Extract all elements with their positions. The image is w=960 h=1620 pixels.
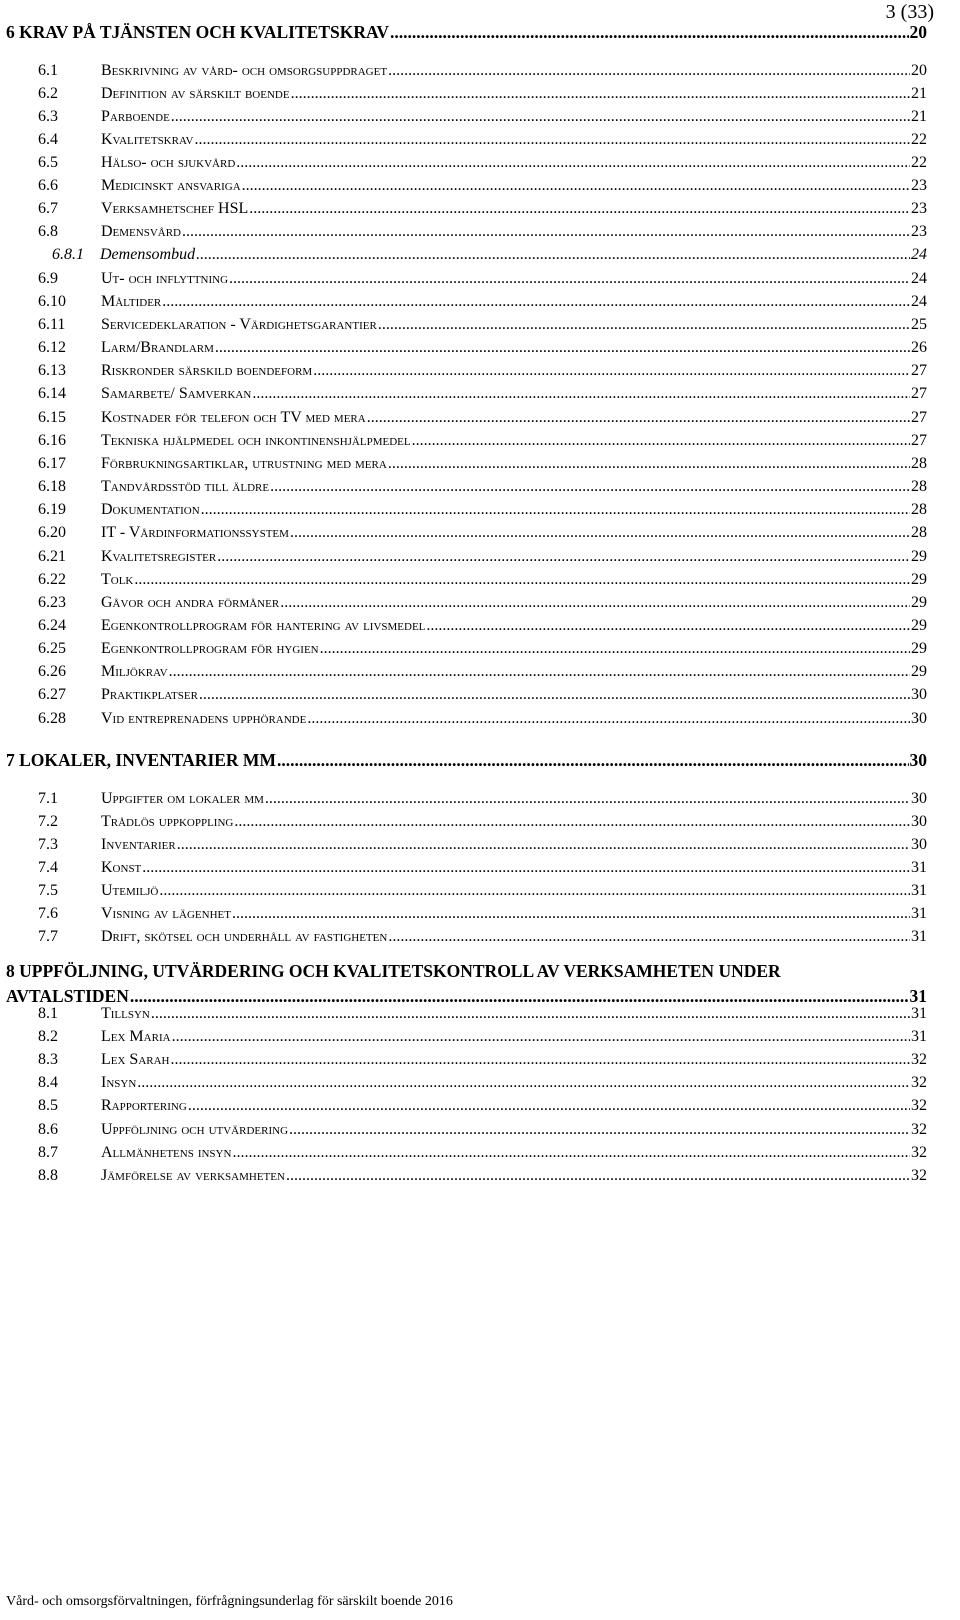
toc-entry-row[interactable] <box>38 154 927 172</box>
toc-page-number: 23 <box>911 177 927 194</box>
page-footer: Vård- och omsorgsförvaltningen, förfrågningsunderlag för särskilt boende 2016 <box>6 1594 453 1609</box>
toc-leader-dots <box>249 200 910 218</box>
toc-entry-row[interactable] <box>38 385 927 403</box>
toc-entry-title: Hälso- och sjukvård <box>101 154 236 171</box>
toc-page-number: 28 <box>911 524 927 541</box>
toc-entry-number: 6.20 <box>38 524 66 541</box>
toc-leader-dots <box>277 750 909 771</box>
toc-entry-number: 6.21 <box>38 548 66 565</box>
toc-page-number: 27 <box>911 432 927 449</box>
toc-entry-number: 6.6 <box>38 177 58 194</box>
toc-entry-number: 6.14 <box>38 385 66 402</box>
toc-entry-title: Larm/Brandlarm <box>101 339 214 356</box>
toc-entry-title: Beskrivning av vård- och omsorgsuppdraget <box>101 62 388 79</box>
toc-leader-dots <box>270 478 910 496</box>
toc-entry-title: Lex Sarah <box>101 1051 170 1068</box>
toc-entry-number: 6.8 <box>38 223 58 240</box>
toc-page-number: 31 <box>911 1028 927 1045</box>
toc-page-number: 30 <box>911 836 927 853</box>
toc-entry-row[interactable] <box>38 710 927 728</box>
toc-entry-number: 7.3 <box>38 836 58 853</box>
toc-entry-number: 6.12 <box>38 339 66 356</box>
toc-entry-row[interactable] <box>38 478 927 496</box>
toc-leader-dots <box>137 1074 910 1092</box>
toc-page-number: 32 <box>911 1051 927 1068</box>
toc-entry-number: 6.23 <box>38 594 66 611</box>
toc-page-number: 20 <box>911 62 927 79</box>
toc-entry-row[interactable] <box>38 1097 927 1115</box>
toc-entry-title: Drift, skötsel och underhåll av fastigheten <box>101 928 388 945</box>
toc-entry-number: 6.17 <box>38 455 66 472</box>
toc-entry-title: Praktikplatser <box>101 686 198 703</box>
toc-entry-number: 6.28 <box>38 710 66 727</box>
toc-leader-dots <box>252 385 910 403</box>
toc-entry-title: Kvalitetskrav <box>101 131 194 148</box>
toc-entry-title: Medicinskt ansvariga <box>101 177 241 194</box>
toc-page-number: 29 <box>911 594 927 611</box>
toc-entry-row[interactable] <box>38 409 927 427</box>
toc-entry-row[interactable] <box>38 455 927 473</box>
toc-entry-row[interactable] <box>38 200 927 218</box>
toc-page-number: 31 <box>911 928 927 945</box>
toc-entry-number: 6.11 <box>38 316 66 333</box>
toc-leader-dots <box>171 108 910 126</box>
toc-page-number: 31 <box>911 905 927 922</box>
toc-entry-number: 6.13 <box>38 362 66 379</box>
toc-page-number: 27 <box>911 409 927 426</box>
toc-entry-number: 6.19 <box>38 501 66 518</box>
toc-entry-title: Riskronder särskild boendeform <box>101 362 313 379</box>
toc-entry-title: Dokumentation <box>101 501 200 518</box>
toc-entry-row[interactable] <box>38 339 927 357</box>
toc-entry-title: Utemiljö <box>101 882 159 899</box>
toc-leader-dots <box>171 1051 910 1069</box>
toc-page-number: 27 <box>911 362 927 379</box>
toc-leader-dots <box>412 432 910 450</box>
toc-leader-dots <box>215 339 910 357</box>
toc-page-number: 30 <box>911 790 927 807</box>
toc-leader-dots <box>182 223 910 241</box>
toc-entry-title: Tolk <box>101 571 134 588</box>
toc-entry-title: Insyn <box>101 1074 137 1091</box>
toc-entry-number: 6.2 <box>38 85 58 102</box>
toc-page-number: 30 <box>911 813 927 830</box>
toc-entry-row[interactable] <box>38 177 927 195</box>
toc-leader-dots <box>367 409 910 427</box>
toc-entry-number: 7.6 <box>38 905 58 922</box>
toc-entry-number: 6.9 <box>38 270 58 287</box>
toc-page-number: 31 <box>911 882 927 899</box>
toc-entry-number: 6.1 <box>38 62 58 79</box>
toc-entry-number: 8.3 <box>38 1051 58 1068</box>
toc-entry-title: Verksamhetschef HSL <box>101 200 249 217</box>
toc-entry-title: Egenkontrollprogram för hantering av livsmedel <box>101 617 426 634</box>
toc-entry-row[interactable] <box>38 1028 927 1046</box>
toc-entry-row[interactable] <box>38 432 927 450</box>
toc-entry-row[interactable] <box>52 246 927 264</box>
toc-entry-number: 7.1 <box>38 790 58 807</box>
toc-page-number: 28 <box>911 478 927 495</box>
toc-entry-number: 6.18 <box>38 478 66 495</box>
toc-entry-number: 7.7 <box>38 928 58 945</box>
toc-page-number: 29 <box>911 663 927 680</box>
toc-page-number: 32 <box>911 1144 927 1161</box>
toc-page-number: 28 <box>911 455 927 472</box>
toc-entry-number: 6.4 <box>38 131 58 148</box>
toc-leader-dots <box>177 836 910 854</box>
toc-page-number: 24 <box>911 270 927 287</box>
toc-page-number: 21 <box>911 85 927 102</box>
toc-entry-title: Uppföljning och utvärdering <box>101 1121 289 1138</box>
toc-chapter-row[interactable] <box>6 986 927 1007</box>
toc-leader-dots <box>320 640 910 658</box>
toc-page-number: 26 <box>911 339 927 356</box>
toc-leader-dots <box>265 790 910 808</box>
toc-chapter-row[interactable] <box>6 22 927 43</box>
toc-page-number: 29 <box>911 640 927 657</box>
toc-page-number: 22 <box>911 131 927 148</box>
toc-entry-row[interactable] <box>38 62 927 80</box>
toc-leader-dots <box>388 455 910 473</box>
toc-entry-row[interactable] <box>38 905 927 923</box>
toc-leader-dots <box>289 1121 910 1139</box>
toc-leader-dots <box>286 1167 910 1185</box>
toc-entry-title: Inventarier <box>101 836 176 853</box>
toc-entry-title: Förbrukningsartiklar, utrustning med mera <box>101 455 387 472</box>
toc-entry-row[interactable] <box>38 293 927 311</box>
toc-entry-row[interactable] <box>38 813 927 831</box>
toc-entry-row[interactable] <box>38 859 927 877</box>
toc-entry-title: Kostnader för telefon och TV med mera <box>101 409 366 426</box>
toc-entry-number: 6.7 <box>38 200 58 217</box>
toc-leader-dots <box>232 905 910 923</box>
toc-leader-dots <box>426 617 910 635</box>
toc-leader-dots <box>232 1144 910 1162</box>
toc-entry-row[interactable] <box>38 882 927 900</box>
toc-page-number: 27 <box>911 385 927 402</box>
toc-entry-title: 6 KRAV PÅ TJÄNSTEN OCH KVALITETSKRAV <box>6 22 390 42</box>
toc-entry-row[interactable] <box>38 270 927 288</box>
toc-page-number: 23 <box>911 200 927 217</box>
page-number: 3 (33) <box>885 1 934 23</box>
toc-page-number: 20 <box>909 22 927 42</box>
toc-entry-row[interactable] <box>38 524 927 542</box>
toc-entry-row[interactable] <box>38 617 927 635</box>
toc-entry-row[interactable] <box>38 131 927 149</box>
toc-entry-row[interactable] <box>38 501 927 519</box>
toc-leader-dots <box>142 859 910 877</box>
toc-leader-dots <box>388 928 910 946</box>
toc-entry-number: 8.4 <box>38 1074 58 1091</box>
toc-entry-row[interactable] <box>38 686 927 704</box>
toc-entry-title: Uppgifter om lokaler mm <box>101 790 264 807</box>
toc-page-number: 32 <box>911 1121 927 1138</box>
toc-entry-number: 6.16 <box>38 432 66 449</box>
toc-entry-title: Gåvor och andra förmåner <box>101 594 280 611</box>
toc-page-number: 25 <box>911 316 927 333</box>
toc-entry-row[interactable] <box>38 85 927 103</box>
toc-entry-number: 8.5 <box>38 1097 58 1114</box>
toc-entry-title: Miljökrav <box>101 663 168 680</box>
toc-page-number: 21 <box>911 108 927 125</box>
toc-page-number: 24 <box>911 293 927 310</box>
toc-entry-number: 6.26 <box>38 663 66 680</box>
toc-leader-dots <box>172 1028 910 1046</box>
toc-leader-dots <box>188 1097 910 1115</box>
toc-entry-number: 8.7 <box>38 1144 58 1161</box>
toc-entry-row[interactable] <box>38 548 927 566</box>
toc-leader-dots <box>199 686 910 704</box>
toc-entry-title: Jämförelse av verksamheten <box>101 1167 285 1184</box>
toc-entry-number: 6.24 <box>38 617 66 634</box>
toc-entry-title: Trådlös uppkoppling <box>101 813 234 830</box>
toc-leader-dots <box>196 246 910 264</box>
toc-page-number: 32 <box>911 1074 927 1091</box>
toc-entry-row[interactable] <box>38 1121 927 1139</box>
toc-entry-title: Servicedeklaration - Värdighetsgarantier <box>101 316 377 333</box>
toc-page-number: 30 <box>911 710 927 727</box>
toc-entry-title: Samarbete/ Samverkan <box>101 385 252 402</box>
toc-entry-row[interactable] <box>38 836 927 854</box>
toc-entry-title: Lex Maria <box>101 1028 171 1045</box>
toc-entry-row[interactable] <box>38 1167 927 1185</box>
toc-leader-dots <box>280 594 910 612</box>
toc-entry-number: 8.8 <box>38 1167 58 1184</box>
toc-entry-title: IT - Vårdinformationssystem <box>101 524 289 541</box>
toc-entry-title: Parboende <box>101 108 170 125</box>
toc-entry-title: Egenkontrollprogram för hygien <box>101 640 319 657</box>
toc-entry-row[interactable] <box>38 928 927 946</box>
toc-heading-line: 8 UPPFÖLJNING, UTVÄRDERING OCH KVALITETSKONTROLL AV VERKSAMHETEN UNDER <box>6 961 781 981</box>
toc-leader-dots <box>130 986 909 1007</box>
toc-entry-row[interactable] <box>38 594 927 612</box>
toc-leader-dots <box>390 22 908 43</box>
toc-entry-number: 7.2 <box>38 813 58 830</box>
toc-entry-title: Demensombud <box>100 246 196 263</box>
toc-page-number: 23 <box>911 223 927 240</box>
toc-chapter-row[interactable] <box>6 750 927 771</box>
toc-entry-row[interactable] <box>38 1144 927 1162</box>
toc-entry-title: Vid entreprenadens upphörande <box>101 710 307 727</box>
toc-entry-number: 6.22 <box>38 571 66 588</box>
toc-leader-dots <box>378 316 910 334</box>
toc-entry-title: Tillsyn <box>101 1005 150 1022</box>
toc-entry-number: 6.3 <box>38 108 58 125</box>
toc-leader-dots <box>313 362 910 380</box>
toc-leader-dots <box>169 663 910 681</box>
toc-entry-title: Tekniska hjälpmedel och inkontinenshjälpmedel <box>101 432 411 449</box>
toc-entry-row[interactable] <box>38 1074 927 1092</box>
toc-leader-dots <box>201 501 910 519</box>
toc-page-number: 29 <box>911 571 927 588</box>
toc-entry-number: 6.8.1 <box>52 246 84 263</box>
toc-entry-title: Tandvårdsstöd till äldre <box>101 478 270 495</box>
toc-page-number: 30 <box>909 750 927 770</box>
toc-leader-dots <box>242 177 910 195</box>
toc-entry-number: 6.10 <box>38 293 66 310</box>
toc-leader-dots <box>236 154 910 172</box>
toc-entry-row[interactable] <box>38 663 927 681</box>
toc-entry-title: Visning av lägenhet <box>101 905 231 922</box>
toc-entry-title: Konst <box>101 859 142 876</box>
toc-page-number: 29 <box>911 548 927 565</box>
toc-entry-number: 6.15 <box>38 409 66 426</box>
toc-leader-dots <box>159 882 910 900</box>
toc-leader-dots <box>162 293 910 311</box>
toc-leader-dots <box>290 524 910 542</box>
toc-leader-dots <box>229 270 910 288</box>
toc-page-number: 31 <box>911 1005 927 1022</box>
toc-entry-number: 6.25 <box>38 640 66 657</box>
toc-page-number: 32 <box>911 1097 927 1114</box>
toc-page-number: 31 <box>909 986 927 1006</box>
toc-leader-dots <box>388 62 910 80</box>
toc-entry-row[interactable] <box>38 362 927 380</box>
toc-entry-title: Kvalitetsregister <box>101 548 217 565</box>
toc-page-number: 28 <box>911 501 927 518</box>
toc-entry-row[interactable] <box>38 223 927 241</box>
toc-entry-row[interactable] <box>38 316 927 334</box>
toc-entry-row[interactable] <box>38 1051 927 1069</box>
toc-entry-title: AVTALSTIDEN <box>6 986 129 1006</box>
toc-leader-dots <box>134 571 910 589</box>
toc-entry-row[interactable] <box>38 108 927 126</box>
toc-page-number: 31 <box>911 859 927 876</box>
toc-entry-title: 7 LOKALER, INVENTARIER MM <box>6 750 276 770</box>
toc-entry-row[interactable] <box>38 1005 927 1023</box>
toc-entry-row[interactable] <box>38 640 927 658</box>
toc-entry-row[interactable] <box>38 571 927 589</box>
toc-entry-title: Måltider <box>101 293 162 310</box>
toc-leader-dots <box>194 131 910 149</box>
toc-entry-number: 8.2 <box>38 1028 58 1045</box>
toc-leader-dots <box>307 710 910 728</box>
toc-entry-title: Rapportering <box>101 1097 187 1114</box>
toc-entry-row[interactable] <box>38 790 927 808</box>
toc-entry-title: Allmänhetens insyn <box>101 1144 232 1161</box>
toc-entry-number: 6.27 <box>38 686 66 703</box>
toc-page-number: 24 <box>911 246 927 263</box>
toc-entry-number: 6.5 <box>38 154 58 171</box>
toc-page-number: 32 <box>911 1167 927 1184</box>
toc-entry-number: 8.6 <box>38 1121 58 1138</box>
toc-page-number: 30 <box>911 686 927 703</box>
toc-page-number: 22 <box>911 154 927 171</box>
toc-entry-number: 7.4 <box>38 859 58 876</box>
toc-entry-number: 8.1 <box>38 1005 58 1022</box>
toc-leader-dots <box>151 1005 910 1023</box>
toc-leader-dots <box>217 548 910 566</box>
toc-entry-title: Demensvård <box>101 223 182 240</box>
toc-entry-number: 7.5 <box>38 882 58 899</box>
toc-entry-title: Definition av särskilt boende <box>101 85 290 102</box>
toc-leader-dots <box>234 813 910 831</box>
toc-entry-title: Ut- och inflyttning <box>101 270 229 287</box>
toc-leader-dots <box>291 85 910 103</box>
toc-page-number: 29 <box>911 617 927 634</box>
